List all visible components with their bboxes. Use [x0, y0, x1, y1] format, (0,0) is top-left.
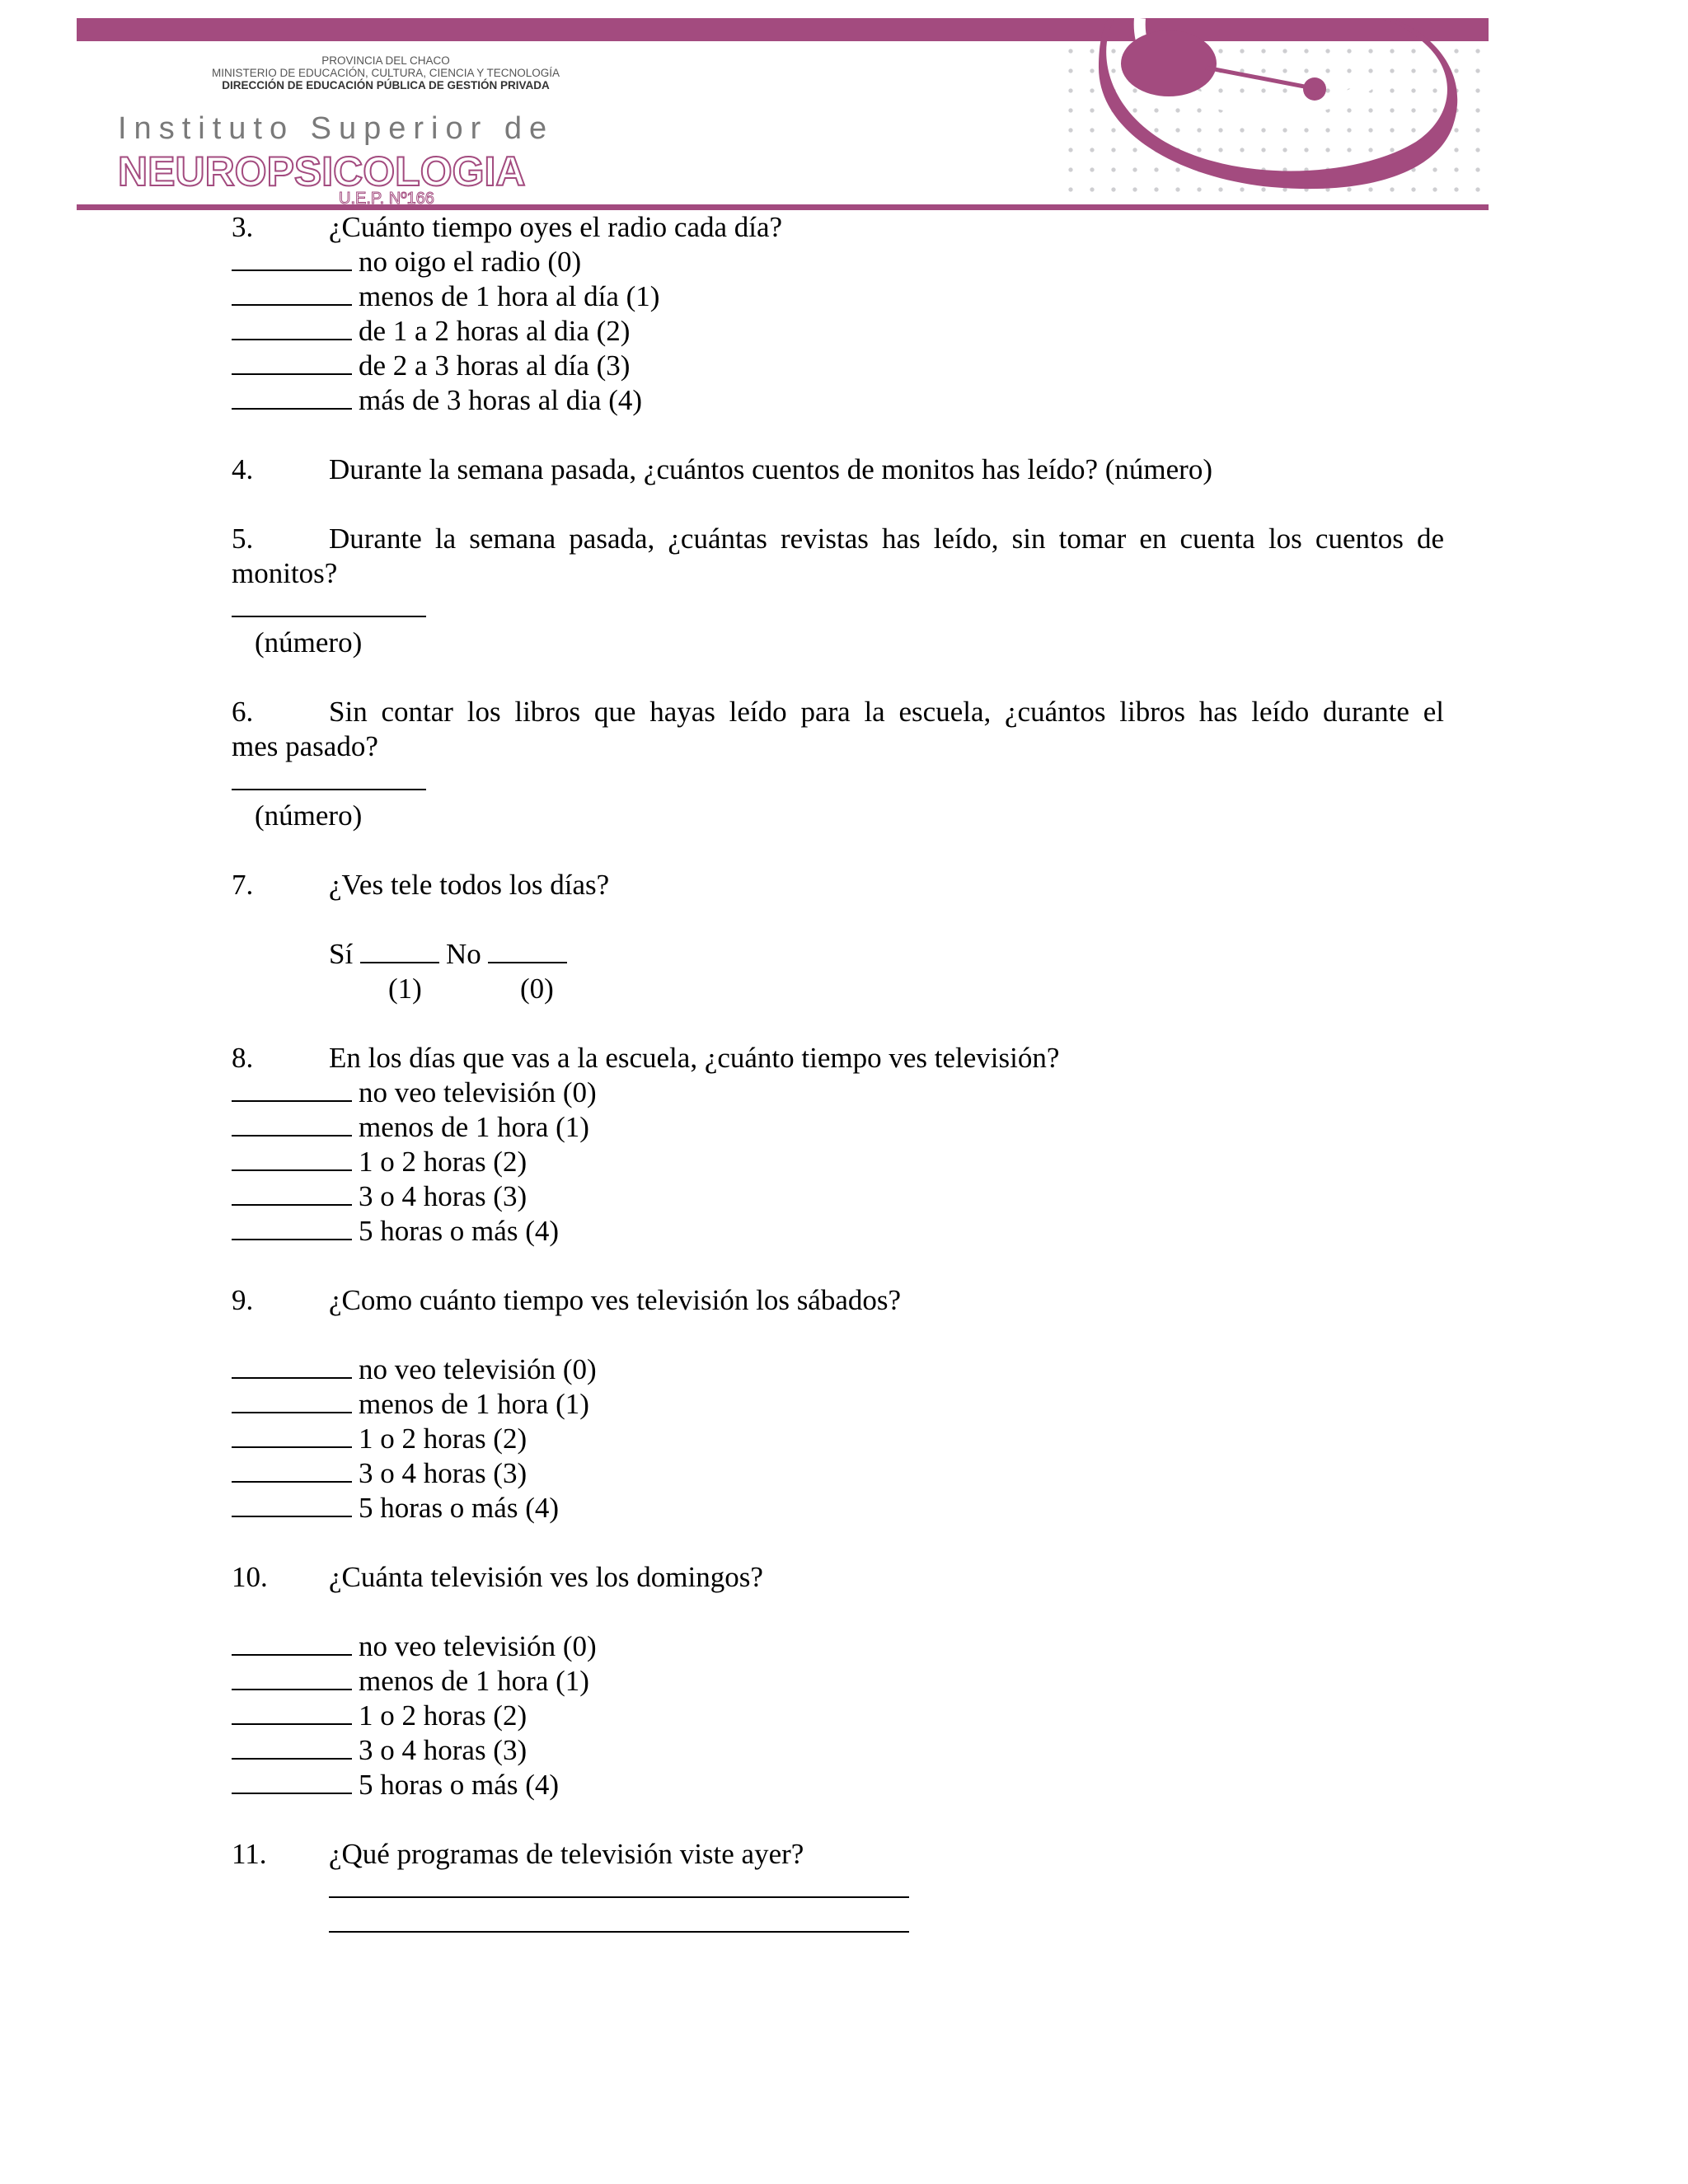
answer-blank[interactable] [232, 350, 352, 375]
q6-text-line2: mes pasado? [232, 730, 378, 762]
q3-text: ¿Cuánto tiempo oyes el radio cada día? [329, 211, 783, 243]
q8-option-4[interactable] [232, 1214, 559, 1249]
answer-blank[interactable] [232, 1216, 352, 1240]
option-label: no veo televisión (0) [359, 1630, 597, 1662]
answer-blank[interactable] [232, 1423, 352, 1448]
answer-blank[interactable] [232, 1666, 352, 1690]
q6-answer-row[interactable] [232, 764, 433, 799]
q3-option-0[interactable] [232, 245, 581, 279]
option-label: 5 horas o más (4) [359, 1769, 560, 1801]
q3-number: 3. [232, 211, 254, 243]
answer-blank[interactable] [232, 1769, 352, 1794]
q3-option-3[interactable] [232, 349, 630, 383]
q6-answer-blank[interactable] [232, 766, 426, 790]
q7-text: ¿Ves tele todos los días? [329, 869, 610, 901]
answer-blank[interactable] [232, 1181, 352, 1206]
q10-option-4[interactable] [232, 1768, 559, 1802]
option-label: no veo televisión (0) [359, 1076, 597, 1108]
q11-answer-line-2[interactable] [329, 1906, 909, 1941]
option-label: 3 o 4 horas (3) [359, 1180, 528, 1212]
institute-title: Instituto Superior de [118, 111, 555, 146]
q10-option-3[interactable] [232, 1733, 527, 1768]
direction-text: DIRECCIÓN DE EDUCACIÓN PÚBLICA DE GESTIÓN PRIVADA [222, 79, 550, 91]
answer-blank[interactable] [232, 1146, 352, 1171]
q8-heading [232, 1041, 1059, 1076]
q3-option-1[interactable] [232, 279, 659, 314]
option-label: menos de 1 hora (1) [359, 1111, 589, 1143]
option-label: 3 o 4 horas (3) [359, 1734, 528, 1766]
q10-number: 10. [232, 1561, 268, 1593]
q5-text-line1: Durante la semana pasada, ¿cuántas revistas has leído, sin tomar en cuenta los cuentos de [329, 523, 1444, 555]
q7-yes-blank[interactable] [360, 939, 439, 963]
q7-yes-code: (1) [388, 972, 422, 1005]
answer-blank[interactable] [232, 1631, 352, 1656]
q9-number: 9. [232, 1284, 254, 1316]
option-label: menos de 1 hora (1) [359, 1388, 589, 1420]
q7-no-code: (0) [520, 972, 554, 1005]
q11-number: 11. [232, 1838, 267, 1870]
answer-blank[interactable] [232, 316, 352, 340]
q3-heading [232, 210, 782, 245]
answer-blank[interactable] [329, 1873, 909, 1898]
q9-option-0[interactable] [232, 1352, 597, 1387]
q10-text: ¿Cuánta televisión ves los domingos? [329, 1561, 763, 1593]
answer-blank[interactable] [232, 1077, 352, 1102]
q8-option-0[interactable] [232, 1076, 597, 1110]
q6-unit: (número) [255, 799, 363, 832]
q10-option-0[interactable] [232, 1629, 597, 1664]
q3-option-4[interactable] [232, 383, 642, 418]
q11-heading [232, 1837, 804, 1872]
q8-option-1[interactable] [232, 1110, 589, 1145]
q8-option-2[interactable] [232, 1145, 527, 1179]
q7-number: 7. [232, 869, 254, 901]
q4-number: 4. [232, 453, 254, 485]
option-label: no veo televisión (0) [359, 1353, 597, 1385]
q9-text: ¿Como cuánto tiempo ves televisión los sábados? [329, 1284, 902, 1316]
answer-blank[interactable] [232, 246, 352, 271]
q6-heading-line1 [232, 695, 1444, 729]
q7-yes-label: Sí [329, 938, 354, 970]
q8-number: 8. [232, 1042, 254, 1074]
option-label: 1 o 2 horas (2) [359, 1146, 528, 1178]
option-label: 1 o 2 horas (2) [359, 1699, 528, 1732]
answer-blank[interactable] [232, 1354, 352, 1379]
q9-option-1[interactable] [232, 1387, 589, 1422]
q9-heading [232, 1283, 901, 1318]
q6-number: 6. [232, 696, 254, 728]
option-label: 5 horas o más (4) [359, 1215, 560, 1247]
q5-heading-line1 [232, 522, 1444, 556]
ministry-text: MINISTERIO DE EDUCACIÓN, CULTURA, CIENCIA Y TECNOLOGÍA [211, 67, 560, 79]
answer-blank[interactable] [232, 1493, 352, 1517]
q7-no-blank[interactable] [488, 939, 567, 963]
answer-blank[interactable] [232, 281, 352, 306]
q11-answer-line-1[interactable] [329, 1872, 909, 1906]
q10-option-2[interactable] [232, 1699, 527, 1733]
province-text: PROVINCIA DEL CHACO [321, 54, 450, 67]
q5-unit: (número) [255, 626, 363, 658]
q10-heading [232, 1560, 763, 1595]
q9-option-3[interactable] [232, 1456, 527, 1491]
q7-no-label: No [445, 938, 481, 970]
q9-option-4[interactable] [232, 1491, 559, 1526]
answer-blank[interactable] [232, 385, 352, 410]
answer-blank[interactable] [232, 1389, 352, 1413]
q3-option-2[interactable] [232, 314, 630, 349]
option-label: más de 3 horas al dia (4) [359, 384, 643, 416]
answer-blank[interactable] [232, 1735, 352, 1760]
q7-yes-no-row [329, 937, 574, 972]
option-label: de 1 a 2 horas al dia (2) [359, 315, 631, 347]
option-label: de 2 a 3 horas al día (3) [359, 349, 631, 382]
q10-option-1[interactable] [232, 1664, 589, 1699]
q8-text: En los días que vas a la escuela, ¿cuánto tiempo ves televisión? [329, 1042, 1060, 1074]
q5-text-line2: monitos? [232, 557, 338, 589]
q6-text-line1: Sin contar los libros que hayas leído para la escuela, ¿cuántos libros has leído durante el [329, 696, 1444, 728]
school-text: U.E.P. Nº166 [339, 190, 434, 208]
answer-blank[interactable] [232, 1700, 352, 1725]
option-label: no oigo el radio (0) [359, 246, 582, 278]
option-label: 3 o 4 horas (3) [359, 1457, 528, 1489]
q5-answer-blank[interactable] [232, 593, 426, 617]
q7-heading [232, 868, 609, 902]
option-label: menos de 1 hora al día (1) [359, 280, 660, 312]
answer-blank[interactable] [232, 1112, 352, 1137]
option-label: 5 horas o más (4) [359, 1492, 560, 1524]
option-label: menos de 1 hora (1) [359, 1665, 589, 1697]
q11-text: ¿Qué programas de televisión viste ayer? [329, 1838, 804, 1870]
q4-heading [232, 452, 1212, 487]
q4-text: Durante la semana pasada, ¿cuántos cuentos de monitos has leído? (número) [329, 453, 1212, 485]
answer-blank[interactable] [329, 1908, 909, 1933]
logo-text: NEUROPSICOLOGIA [118, 148, 526, 194]
answer-blank[interactable] [232, 1458, 352, 1483]
q8-option-3[interactable] [232, 1179, 527, 1214]
q9-option-2[interactable] [232, 1422, 527, 1456]
q5-answer-row[interactable] [232, 591, 433, 626]
q5-number: 5. [232, 523, 254, 555]
option-label: 1 o 2 horas (2) [359, 1422, 528, 1455]
